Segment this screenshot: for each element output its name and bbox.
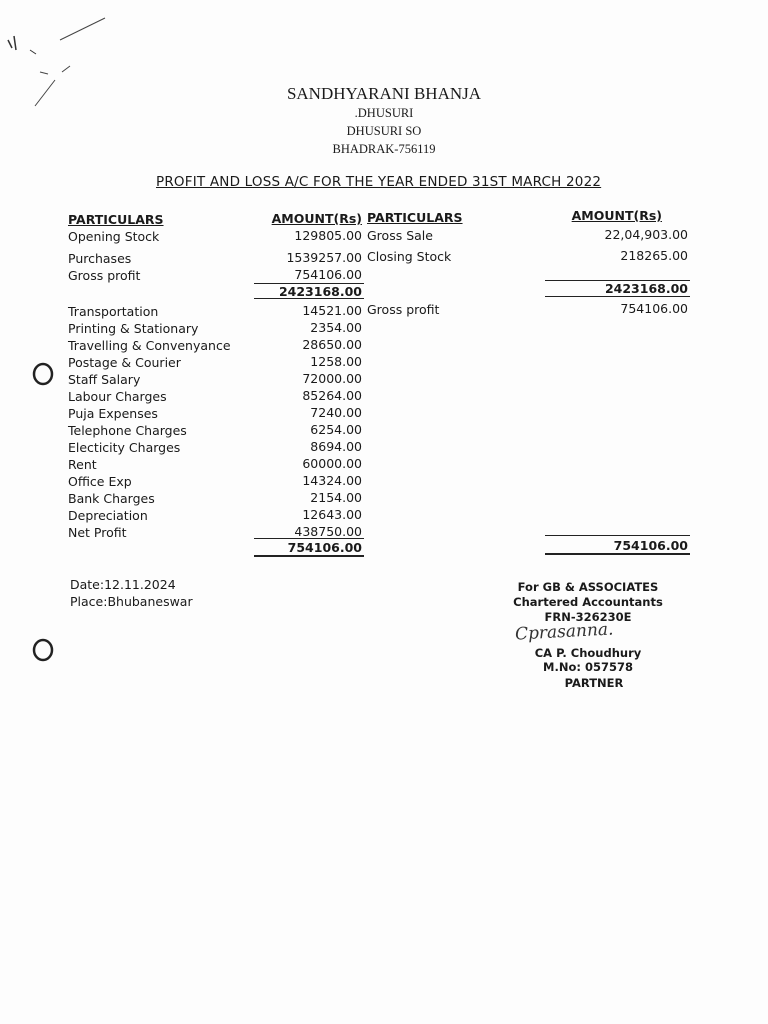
address-line-3: BHADRAK-756119 (332, 142, 436, 156)
pl-left-row-label: Travelling & Convenyance (68, 338, 231, 353)
punch-hole-mark-lower (30, 636, 56, 664)
trading-left-row-amount: 754106.00 (294, 267, 362, 282)
pl-left-row-amount: 72000.00 (302, 371, 362, 386)
partner-role: PARTNER (564, 676, 624, 690)
pl-left-row-label: Transportation (68, 304, 159, 319)
trading-left-row-amount: 129805.00 (294, 228, 362, 243)
corner-pen-marks (0, 10, 120, 120)
trading-left-row-label: Opening Stock (68, 229, 160, 244)
pl-left-row-amount: 85264.00 (302, 388, 362, 403)
pl-left-row-label: Depreciation (68, 508, 148, 523)
pl-left-row-label: Net Profit (68, 525, 127, 540)
col-particulars-left: PARTICULARS (68, 212, 164, 227)
pl-total-right: 754106.00 (613, 538, 688, 553)
pl-left-row-amount: 6254.00 (310, 422, 362, 437)
pl-left-row-label: Office Exp (68, 474, 132, 489)
rule-pl-left-bottom (254, 555, 364, 557)
statement-title: PROFIT AND LOSS A/C FOR THE YEAR ENDED 31ST MARCH 2022 (156, 174, 602, 190)
punch-hole-mark-upper (30, 360, 56, 388)
handwritten-signature: Cprasanna. (514, 619, 614, 645)
pl-left-row-label: Bank Charges (68, 491, 155, 506)
place-line: Place:Bhubaneswar (70, 594, 193, 609)
pl-left-row-amount: 12643.00 (302, 507, 362, 522)
trading-left-row-label: Gross profit (68, 268, 141, 283)
pl-left-row-amount: 28650.00 (302, 337, 362, 352)
pl-left-row-label: Postage & Courier (68, 355, 181, 370)
pl-left-row-amount: 438750.00 (294, 524, 362, 539)
rule-pl-right-top (545, 535, 690, 536)
firm-type: Chartered Accountants (513, 595, 663, 609)
trading-right-row-amount: 218265.00 (620, 248, 688, 263)
pl-right-row-amount: 754106.00 (620, 301, 688, 316)
firm-frn: FRN-326230E (544, 610, 632, 624)
rule-pl-left-top (254, 538, 364, 539)
pl-left-row-label: Rent (68, 457, 97, 472)
pl-left-row-label: Printing & Stationary (68, 321, 199, 336)
trading-total-right: 2423168.00 (604, 281, 688, 296)
pl-left-row-amount: 14324.00 (302, 473, 362, 488)
pl-left-row-amount: 8694.00 (310, 439, 362, 454)
membership-number: M.No: 057578 (543, 660, 633, 674)
trading-total-left: 2423168.00 (278, 284, 362, 299)
pl-left-row-amount: 2354.00 (310, 320, 362, 335)
trading-right-row-amount: 22,04,903.00 (604, 227, 688, 242)
firm-name: For GB & ASSOCIATES (517, 580, 659, 594)
pl-left-row-amount: 60000.00 (302, 456, 362, 471)
trading-left-row-label: Purchases (68, 251, 132, 266)
address-line-2: DHUSURI SO (346, 124, 422, 138)
company-name: SANDHYARANI BHANJA (286, 84, 482, 103)
date-line: Date:12.11.2024 (70, 577, 176, 592)
partner-name: CA P. Choudhury (534, 646, 642, 660)
col-amount-left: AMOUNT(Rs) (271, 211, 362, 226)
pl-left-row-label: Labour Charges (68, 389, 167, 404)
trading-right-row-label: Gross Sale (367, 228, 433, 243)
col-particulars-right: PARTICULARS (367, 210, 463, 225)
pl-left-row-amount: 7240.00 (310, 405, 362, 420)
pl-right-row-label: Gross profit (367, 302, 440, 317)
rule-trading-right-bottom (545, 296, 690, 297)
rule-pl-right-bottom (545, 553, 690, 555)
pl-left-row-amount: 1258.00 (310, 354, 362, 369)
pl-left-row-label: Staff Salary (68, 372, 141, 387)
pl-total-left: 754106.00 (287, 540, 362, 555)
address-line-1: .DHUSURI (354, 106, 414, 120)
pl-left-row-label: Telephone Charges (68, 423, 187, 438)
pl-left-row-amount: 14521.00 (302, 303, 362, 318)
trading-left-row-amount: 1539257.00 (286, 250, 362, 265)
pl-left-row-label: Puja Expenses (68, 406, 158, 421)
pl-left-row-amount: 2154.00 (310, 490, 362, 505)
trading-right-row-label: Closing Stock (367, 249, 452, 264)
col-amount-right: AMOUNT(Rs) (571, 208, 662, 223)
pl-left-row-label: Electicity Charges (68, 440, 181, 455)
